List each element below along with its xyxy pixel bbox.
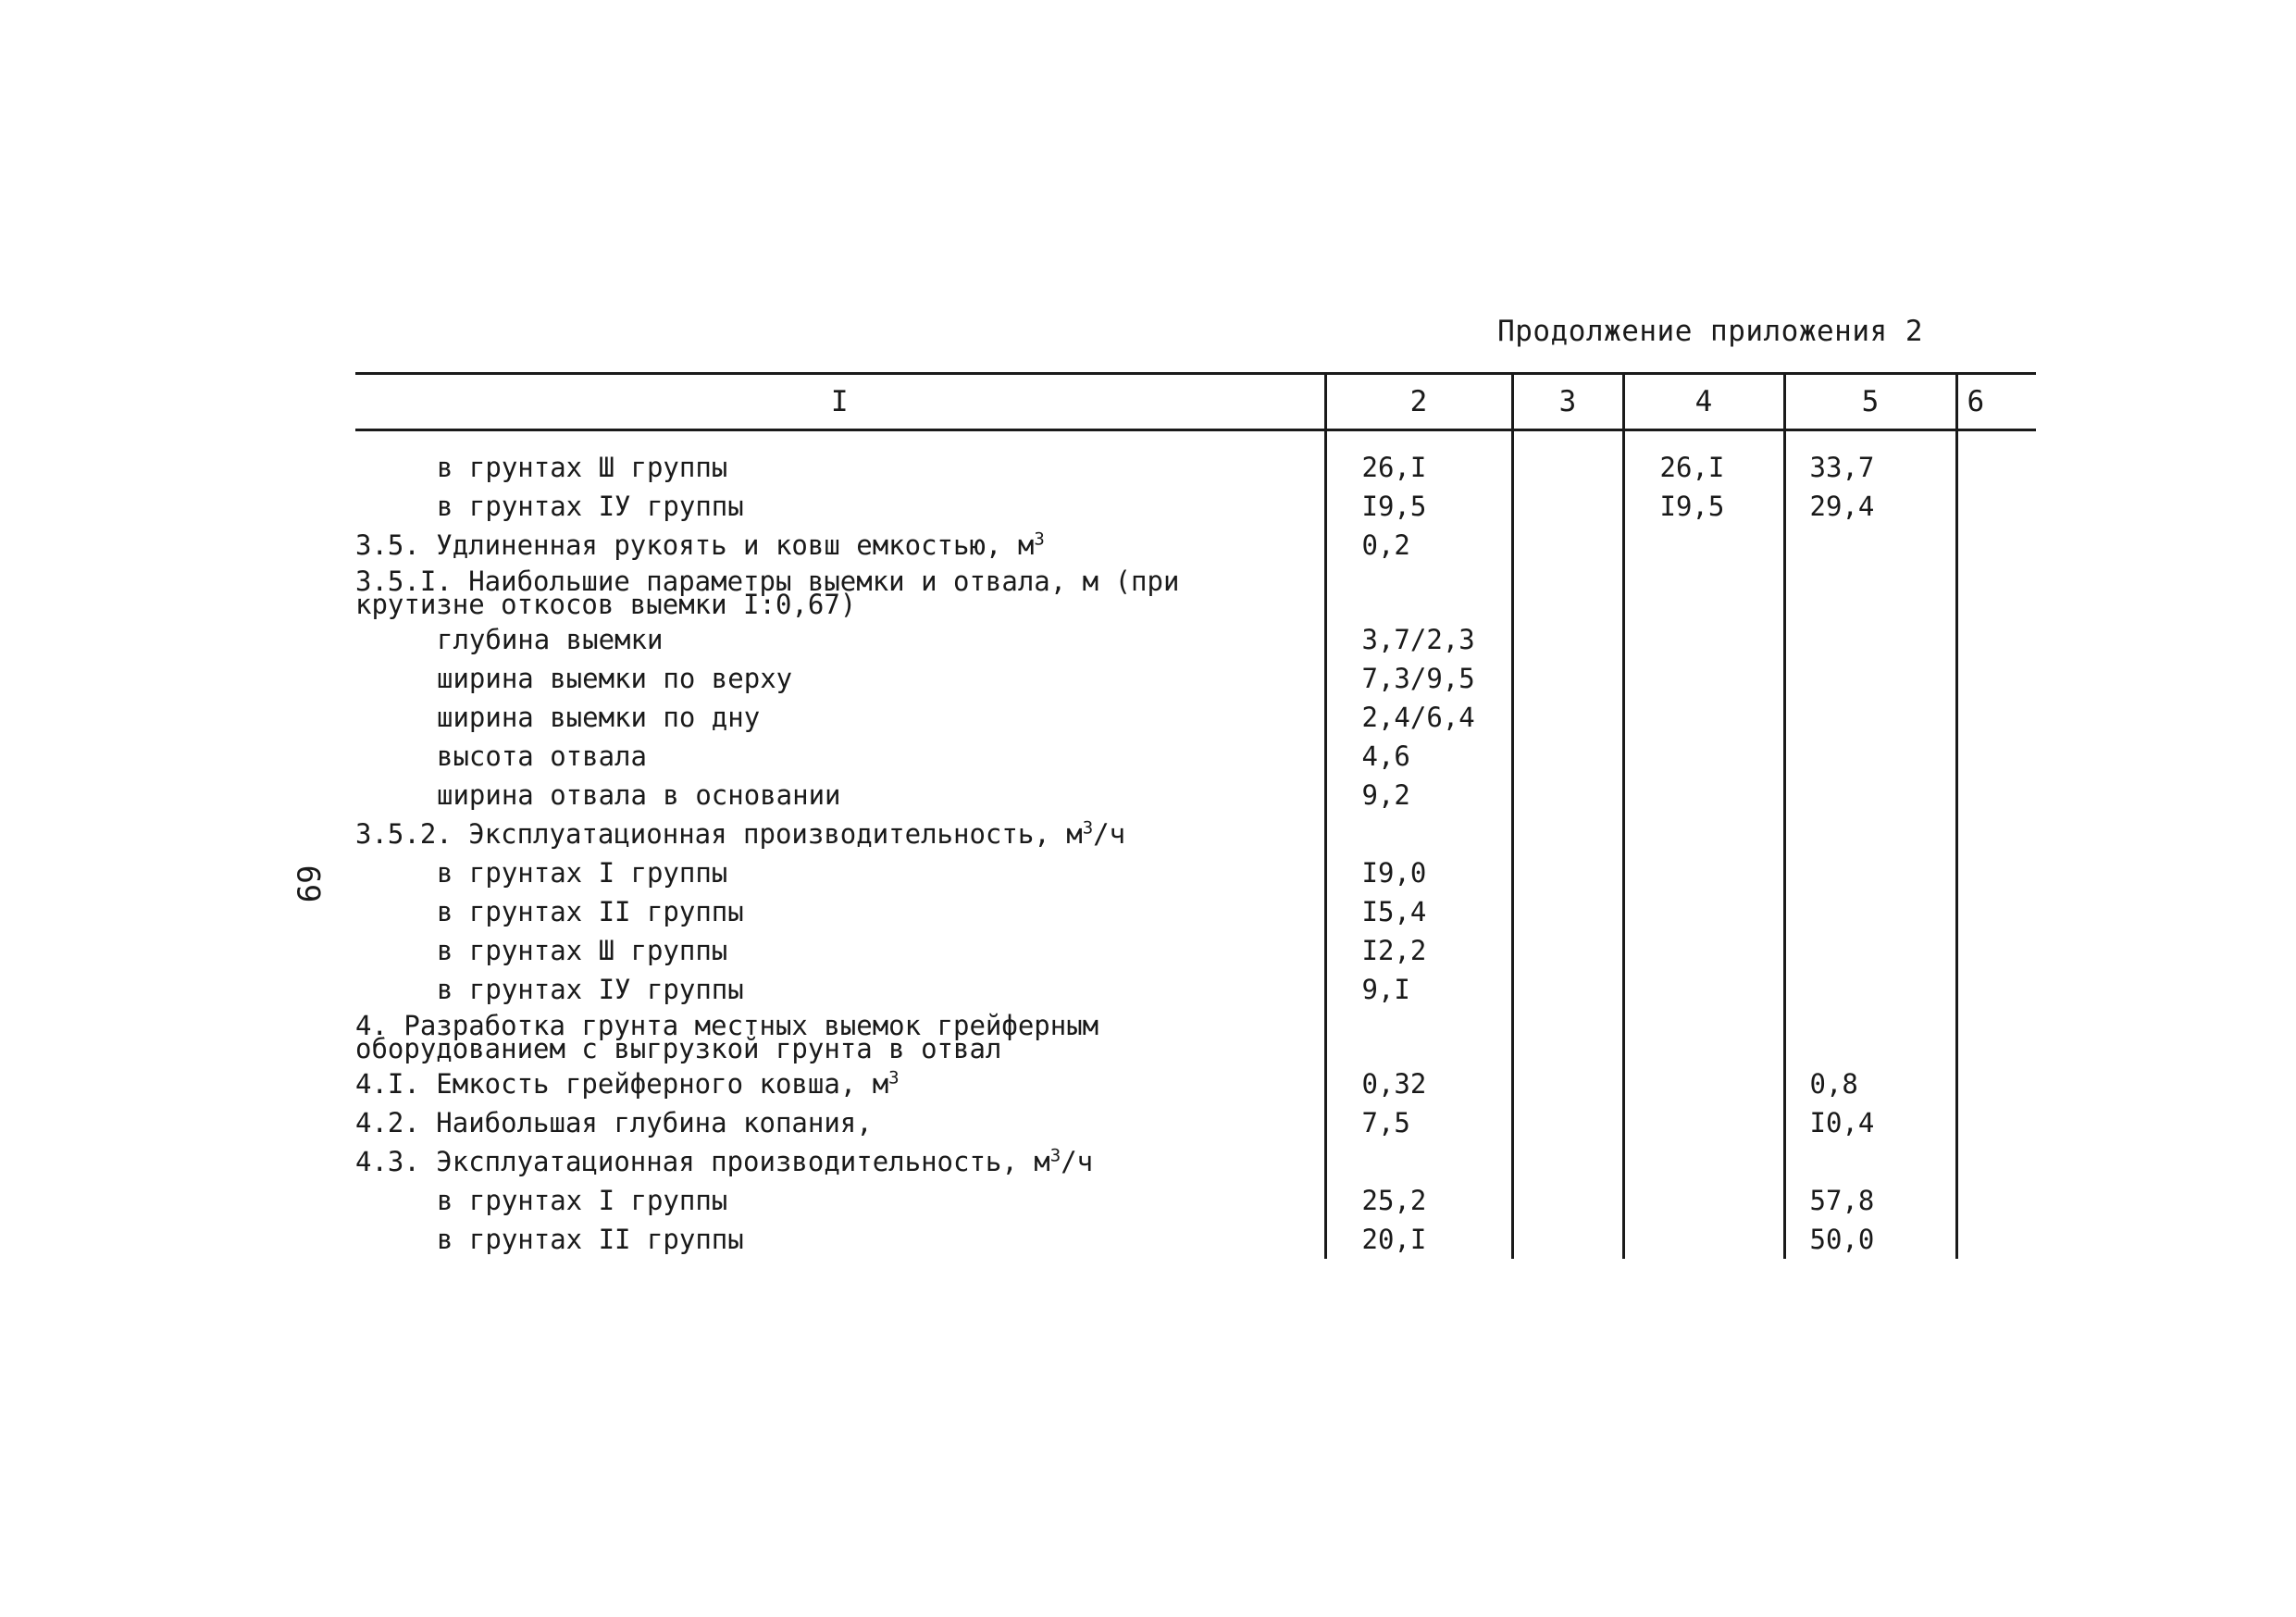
cell-col-5: [1784, 526, 1956, 565]
cell-col-3: [1512, 931, 1623, 970]
table-row: [355, 1181, 2036, 1220]
row-label: [355, 1009, 1325, 1064]
cell-col-4: [1623, 1103, 1784, 1142]
table-row: [355, 892, 2036, 931]
row-label-text: глубина выемки: [437, 624, 664, 655]
row-label-text: ширина выемки по дну: [437, 702, 761, 733]
cell-col-3: [1512, 1181, 1623, 1220]
cell-col-4: [1623, 620, 1784, 659]
row-label-text: 3.5.I. Наибольшие параметры выемки и отвала, м (при крутизне откосов выемки I:0,67): [355, 566, 1180, 620]
row-label-text: в грунтах IУ группы: [437, 491, 744, 522]
cell-col-5: [1784, 815, 1956, 853]
cell-col-6: [1956, 1220, 2036, 1259]
cell-col-5: [1784, 620, 1956, 659]
cell-col-5: [1784, 853, 1956, 892]
row-label-text: в грунтах I группы: [437, 857, 728, 889]
cell-col-2: 2,4/6,4: [1325, 698, 1512, 737]
row-label-text: в грунтах II группы: [437, 896, 744, 927]
column-header-1: I: [355, 374, 1325, 430]
cell-col-2: [1325, 815, 1512, 853]
cell-col-2: I5,4: [1325, 892, 1512, 931]
cell-col-6: [1956, 737, 2036, 776]
column-header-3: 3: [1512, 374, 1623, 430]
row-label-text: 4.I. Емкость грейферного ковша, м: [355, 1068, 889, 1100]
cell-col-2: 26,I: [1325, 430, 1512, 488]
cell-col-3: [1512, 737, 1623, 776]
data-table-container: [355, 372, 2036, 1259]
cell-col-5: [1784, 776, 1956, 815]
cell-col-2: 0,32: [1325, 1064, 1512, 1103]
cell-col-3: [1512, 853, 1623, 892]
cell-col-6: [1956, 1009, 2036, 1064]
table-row: [355, 526, 2036, 565]
cell-col-2: 7,3/9,5: [1325, 659, 1512, 698]
row-label: [355, 1142, 1325, 1181]
row-label: [355, 698, 1325, 737]
cell-col-6: [1956, 659, 2036, 698]
cell-col-2: 3,7/2,3: [1325, 620, 1512, 659]
row-label: [355, 970, 1325, 1009]
cell-col-3: [1512, 1103, 1623, 1142]
table-row: [355, 565, 2036, 620]
data-table: [355, 372, 2036, 1259]
cell-col-5: [1784, 737, 1956, 776]
cell-col-6: [1956, 970, 2036, 1009]
table-row: [355, 659, 2036, 698]
table-row: [355, 931, 2036, 970]
table-row: [355, 698, 2036, 737]
cell-col-6: [1956, 487, 2036, 526]
row-label: [355, 776, 1325, 815]
cell-col-6: [1956, 892, 2036, 931]
cell-col-5: 33,7: [1784, 430, 1956, 488]
row-label: [355, 1103, 1325, 1142]
cell-col-4: [1623, 853, 1784, 892]
cell-col-6: [1956, 565, 2036, 620]
row-label-text: в грунтах Ш группы: [437, 452, 728, 483]
cell-col-2: 0,2: [1325, 526, 1512, 565]
cell-col-2: [1325, 565, 1512, 620]
cell-col-4: [1623, 737, 1784, 776]
cell-col-4: [1623, 1009, 1784, 1064]
cell-col-6: [1956, 698, 2036, 737]
table-row: [355, 815, 2036, 853]
row-label: [355, 737, 1325, 776]
table-row: [355, 430, 2036, 488]
table-row: [355, 776, 2036, 815]
row-label: [355, 892, 1325, 931]
column-header-6: 6: [1956, 374, 2036, 430]
table-body: [355, 430, 2036, 1260]
table-row: [355, 970, 2036, 1009]
cell-col-3: [1512, 526, 1623, 565]
row-label-text: 4.3. Эксплуатационная производительность, м: [355, 1146, 1050, 1177]
row-label: [355, 931, 1325, 970]
cell-col-5: [1784, 1009, 1956, 1064]
cell-col-5: [1784, 1142, 1956, 1181]
row-label: [355, 853, 1325, 892]
cell-col-6: [1956, 1064, 2036, 1103]
cell-col-5: [1784, 892, 1956, 931]
table-row: [355, 620, 2036, 659]
cell-col-5: 0,8: [1784, 1064, 1956, 1103]
cell-col-4: [1623, 698, 1784, 737]
cell-col-2: 9,I: [1325, 970, 1512, 1009]
cell-col-4: [1623, 892, 1784, 931]
table-row: [355, 853, 2036, 892]
row-label: [355, 1181, 1325, 1220]
caption: Продолжение приложения 2: [1497, 315, 1923, 348]
cell-col-5: [1784, 659, 1956, 698]
table-header: [355, 374, 2036, 430]
cell-col-3: [1512, 620, 1623, 659]
unit-suffix: /ч: [1061, 1146, 1094, 1177]
cell-col-2: 25,2: [1325, 1181, 1512, 1220]
cell-col-6: [1956, 853, 2036, 892]
cell-col-6: [1956, 526, 2036, 565]
row-label-text: 3.5. Удлиненная рукоять и ковш емкостью, м: [355, 529, 1035, 561]
row-label-text: в грунтах Ш группы: [437, 935, 728, 966]
row-label-text: 3.5.2. Эксплуатационная производительность, м: [355, 818, 1083, 850]
cell-col-2: I9,5: [1325, 487, 1512, 526]
row-label-text: ширина отвала в основании: [437, 779, 841, 811]
cell-col-4: [1623, 1220, 1784, 1259]
cell-col-6: [1956, 1142, 2036, 1181]
table-row: [355, 737, 2036, 776]
row-label: [355, 815, 1325, 853]
cell-col-3: [1512, 565, 1623, 620]
cell-col-6: [1956, 815, 2036, 853]
cell-col-5: I0,4: [1784, 1103, 1956, 1142]
table-row: [355, 1064, 2036, 1103]
cell-col-4: [1623, 776, 1784, 815]
cell-col-4: [1623, 1181, 1784, 1220]
cell-col-5: 57,8: [1784, 1181, 1956, 1220]
cell-col-4: [1623, 659, 1784, 698]
cell-col-2: 4,6: [1325, 737, 1512, 776]
table-row: [355, 1220, 2036, 1259]
cell-col-5: 29,4: [1784, 487, 1956, 526]
cell-col-3: [1512, 698, 1623, 737]
cell-col-2: [1325, 1142, 1512, 1181]
table-row: [355, 1142, 2036, 1181]
row-label-text: в грунтах I группы: [437, 1185, 728, 1216]
cell-col-6: [1956, 1103, 2036, 1142]
row-label: [355, 659, 1325, 698]
unit-superscript: 3: [1082, 817, 1094, 839]
cell-col-2: 7,5: [1325, 1103, 1512, 1142]
row-label-text: ширина выемки по верху: [437, 663, 793, 694]
cell-col-3: [1512, 1220, 1623, 1259]
cell-col-6: [1956, 1181, 2036, 1220]
cell-col-4: [1623, 1142, 1784, 1181]
row-label-text: в грунтах II группы: [437, 1224, 744, 1255]
row-label: [355, 620, 1325, 659]
cell-col-3: [1512, 815, 1623, 853]
cell-col-2: I9,0: [1325, 853, 1512, 892]
cell-col-4: [1623, 931, 1784, 970]
table-row: [355, 1009, 2036, 1064]
row-label: [355, 565, 1325, 620]
cell-col-6: [1956, 620, 2036, 659]
cell-col-5: [1784, 970, 1956, 1009]
cell-col-3: [1512, 1142, 1623, 1181]
unit-suffix: /ч: [1093, 818, 1126, 850]
cell-col-3: [1512, 892, 1623, 931]
cell-col-4: [1623, 970, 1784, 1009]
row-label-text: высота отвала: [437, 740, 647, 772]
cell-col-5: [1784, 698, 1956, 737]
cell-col-2: 20,I: [1325, 1220, 1512, 1259]
cell-col-3: [1512, 970, 1623, 1009]
cell-col-5: [1784, 565, 1956, 620]
unit-superscript: 3: [1049, 1145, 1061, 1166]
cell-col-4: [1623, 565, 1784, 620]
column-header-2: 2: [1325, 374, 1512, 430]
cell-col-2: I2,2: [1325, 931, 1512, 970]
unit-superscript: 3: [888, 1067, 900, 1088]
cell-col-4: [1623, 526, 1784, 565]
cell-col-3: [1512, 1064, 1623, 1103]
unit-superscript: 3: [1034, 529, 1045, 550]
table-row: [355, 1103, 2036, 1142]
cell-col-6: [1956, 776, 2036, 815]
cell-col-4: 26,I: [1623, 430, 1784, 488]
cell-col-3: [1512, 659, 1623, 698]
cell-col-4: I9,5: [1623, 487, 1784, 526]
cell-col-6: [1956, 931, 2036, 970]
row-label: [355, 1220, 1325, 1259]
cell-col-2: [1325, 1009, 1512, 1064]
row-label: [355, 430, 1325, 488]
column-header-5: 5: [1784, 374, 1956, 430]
header-row: [355, 374, 2036, 430]
cell-col-3: [1512, 776, 1623, 815]
cell-col-5: 50,0: [1784, 1220, 1956, 1259]
cell-col-3: [1512, 430, 1623, 488]
row-label: [355, 1064, 1325, 1103]
cell-col-4: [1623, 815, 1784, 853]
cell-col-4: [1623, 1064, 1784, 1103]
cell-col-3: [1512, 487, 1623, 526]
cell-col-3: [1512, 1009, 1623, 1064]
column-header-4: 4: [1623, 374, 1784, 430]
row-label-text: 4. Разработка грунта местных выемок грейферным оборудованием с выгрузкой грунта в отвал: [355, 1010, 1099, 1064]
table-row: [355, 487, 2036, 526]
page-number: 69: [289, 864, 327, 903]
cell-col-5: [1784, 931, 1956, 970]
row-label-text: в грунтах IУ группы: [437, 974, 744, 1005]
row-label-text: 4.2. Наибольшая глубина копания,: [355, 1107, 873, 1138]
cell-col-2: 9,2: [1325, 776, 1512, 815]
row-label: [355, 487, 1325, 526]
cell-col-6: [1956, 430, 2036, 488]
row-label: [355, 526, 1325, 565]
